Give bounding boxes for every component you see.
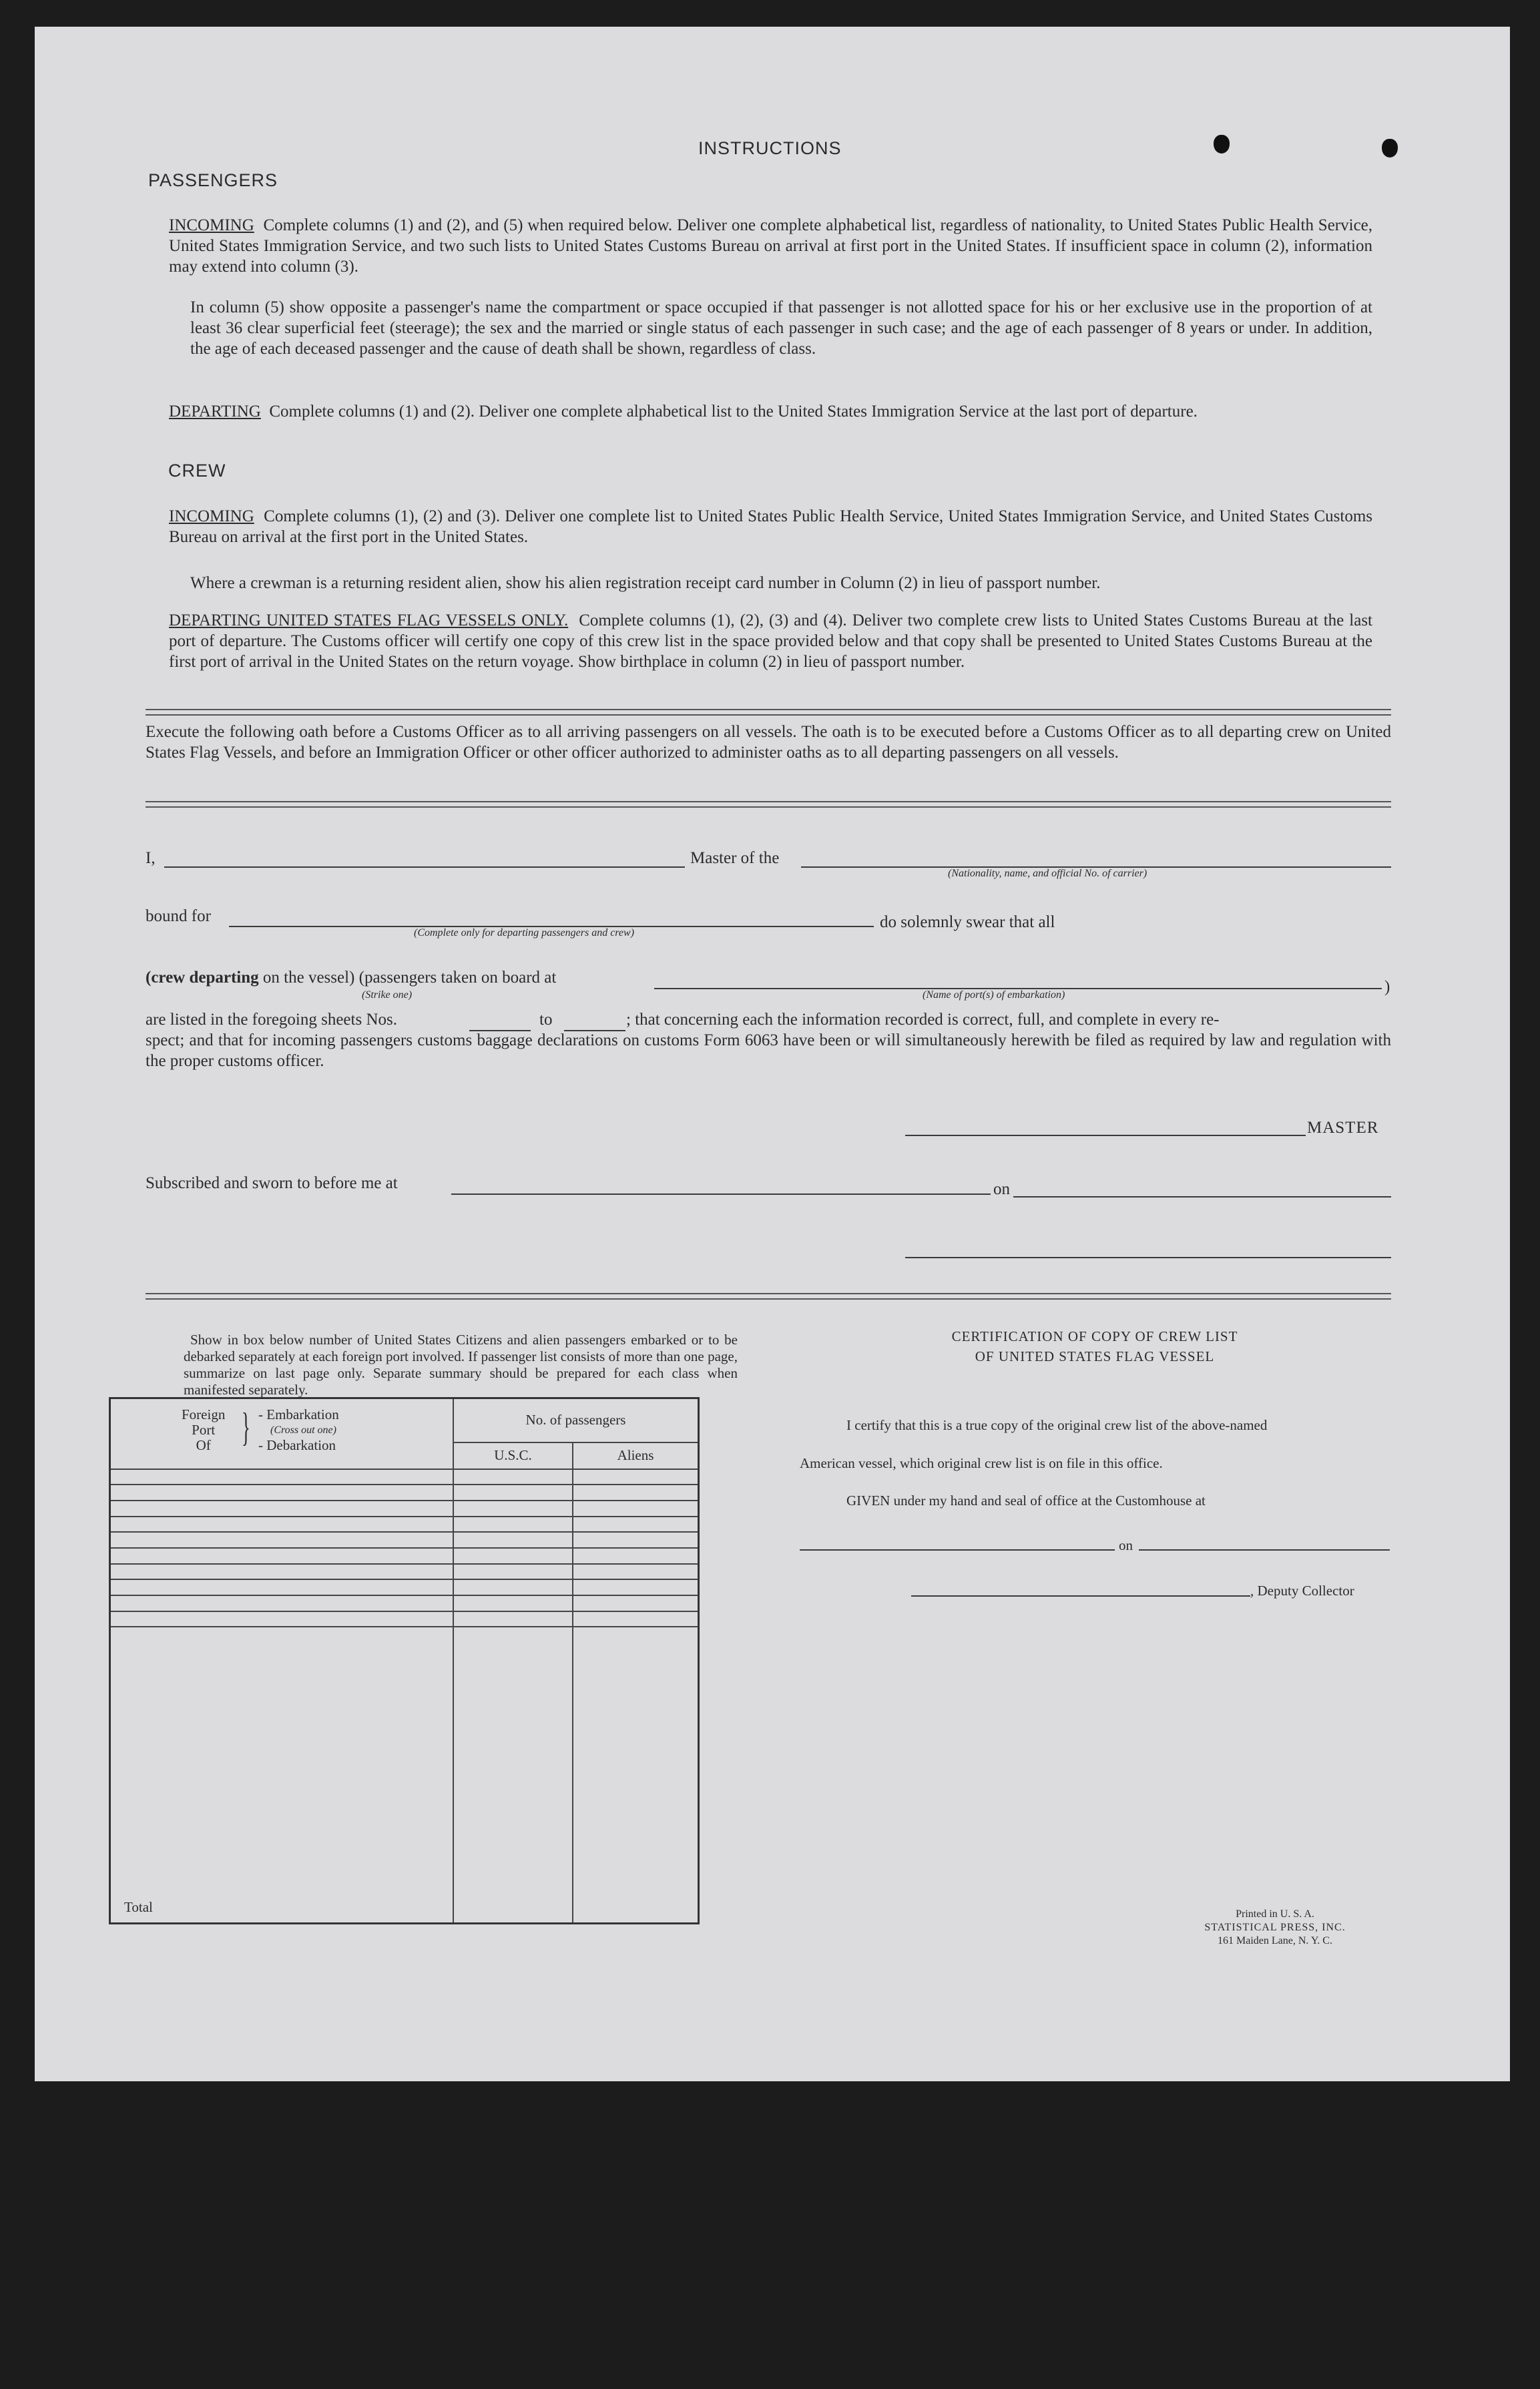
deputy-label: , Deputy Collector [1250, 1583, 1354, 1599]
divider-2 [146, 801, 1391, 808]
sworn-date-field[interactable] [1013, 1196, 1391, 1198]
certify-date-field[interactable] [1139, 1549, 1390, 1551]
divider-1 [146, 709, 1391, 716]
table-row[interactable] [110, 1517, 699, 1533]
aliens-header: Aliens [573, 1442, 699, 1469]
crew-incoming-text: Complete columns (1), (2) and (3). Deliver one complete list to United States Public Health Service, United States Immigration Service, and United States Customs Bureau on arrival at the first port in the United States. [169, 507, 1373, 546]
bound-caption: (Complete only for departing passengers and crew) [414, 927, 635, 939]
total-row[interactable] [110, 1627, 699, 1923]
certify-on-label: on [1119, 1537, 1133, 1553]
oath-intro: Execute the following oath before a Customs Officer as to all arriving passengers on all vessels. The oath is to be executed before a Customs Officer as to all departing crew on United States Flag Vessels, and before an Immigration Officer or other officer authorized to administer oaths as to all departing passengers on all vessels. [146, 723, 1391, 762]
hole-mark-left [1214, 135, 1230, 154]
swear-label: do solemnly swear that all [880, 913, 1055, 931]
port-caption: (Name of port(s) of embarkation) [923, 989, 1065, 1001]
sworn-on-label: on [993, 1180, 1010, 1198]
master-name-field[interactable] [164, 866, 685, 868]
port-label: Port [192, 1421, 216, 1438]
passengers-heading: PASSENGERS [148, 170, 278, 190]
crew-incoming [169, 506, 1372, 547]
crew-heading: CREW [168, 461, 226, 481]
debarkation-label: - Debarkation [258, 1436, 336, 1453]
crew-incoming-label: INCOMING [169, 507, 254, 525]
strike-caption: (Strike one) [362, 989, 413, 1001]
table-row[interactable] [110, 1595, 699, 1611]
crew-departing-text [146, 967, 556, 988]
listed-to: to [539, 1011, 553, 1029]
listed-b: ; that concerning each the information recorded is correct, full, and complete in every re- [626, 1011, 1220, 1029]
table-row[interactable] [110, 1501, 699, 1517]
table-row[interactable] [110, 1548, 699, 1564]
crew-departing-bold: (crew departing [146, 969, 259, 987]
embarkation-label: - Embarkation [258, 1406, 339, 1422]
crew-departing-label: DEPARTING UNITED STATES FLAG VESSELS ONLY. [169, 611, 569, 629]
printer-line-2: STATISTICAL PRESS, INC. [1204, 1922, 1346, 1933]
listed-rest: spect; and that for incoming passengers customs baggage declarations on customs Form 6063 have been or will simultaneously herewith be filed as required by law and regulation with the proper customs officer. [146, 1031, 1391, 1070]
passengers-incoming-text: Complete columns (1) and (2), and (5) when required below. Deliver one complete alphabetical list, regardless of nationality, to United States Public Health Service, United States Immigration Service, and two such lists to United States Customs Bureau on arrival at first port in the United States. If insufficient space in column (2), information may extend into column (3). [169, 216, 1373, 276]
passenger-summary-table [109, 1397, 700, 1924]
close-paren: ) [1384, 978, 1390, 996]
passengers-departing-text: Complete columns (1) and (2). Deliver one complete alphabetical list to the United States Immigration Service at the last port of departure. [269, 403, 1198, 421]
crew-departing-text: Complete columns (1), (2), (3) and (4). Deliver two complete crew lists to United States Customs Bureau at the last port of departure. The Customs officer will certify one copy of this crew list in the space provided below and that copy shall be presented to United States Customs Bureau at the first port of arrival in the United States on the return voyage. Show birthplace in column (2) in lieu of passport number. [169, 611, 1372, 671]
passengers-incoming-label: INCOMING [169, 216, 254, 234]
foreign-label: Foreign [182, 1406, 226, 1422]
no-passengers-header: No. of passengers [453, 1398, 699, 1442]
passengers-departing [169, 401, 1372, 422]
table-row[interactable] [110, 1532, 699, 1548]
master-label: MASTER [1307, 1119, 1379, 1137]
printer-line-3: 161 Maiden Lane, N. Y. C. [1218, 1935, 1332, 1946]
certification-title-2: OF UNITED STATES FLAG VESSEL [975, 1348, 1215, 1364]
subscribed-label: Subscribed and sworn to before me at [146, 1174, 398, 1192]
sworn-place-field[interactable] [451, 1193, 991, 1195]
divider-3 [146, 1293, 1391, 1300]
usc-header: U.S.C. [453, 1442, 573, 1469]
table-row[interactable] [110, 1469, 699, 1485]
passengers-incoming [169, 215, 1372, 277]
hole-mark-right [1382, 139, 1398, 158]
bound-for-label: bound for [146, 907, 211, 925]
crew-resident: Where a crewman is a returning resident alien, show his alien registration receipt card number in Column (2) in lieu of passport number. [190, 574, 1101, 592]
given-line: GIVEN under my hand and seal of office at the Customhouse at [846, 1493, 1206, 1509]
port-header-cell [110, 1398, 454, 1469]
total-label: Total [110, 1627, 454, 1923]
brace: } [241, 1404, 250, 1449]
master-signature-field[interactable] [905, 1135, 1306, 1136]
crew-departing [169, 610, 1372, 672]
i-label: I, [146, 849, 156, 867]
table-row[interactable] [110, 1485, 699, 1501]
passengers-departing-label: DEPARTING [169, 403, 261, 421]
passengers-column5: In column (5) show opposite a passenger's name the compartment or space occupied if that passenger is not allotted space for his or her exclusive use in the proportion of at least 36 clear superficial feet (steerage); the sex and the married or single status of each passenger in such case; and the age of each passenger of 8 years or under. In addition, the age of each deceased passenger and the cause of death shall be shown, regardless of class. [190, 298, 1372, 358]
printer-line-1: Printed in U. S. A. [1236, 1908, 1314, 1920]
deputy-signature-field[interactable] [911, 1595, 1250, 1597]
officer-signature-field[interactable] [905, 1257, 1391, 1258]
master-of-label: Master of the [690, 849, 780, 867]
table-row[interactable] [110, 1564, 699, 1580]
printer-imprint [1175, 1908, 1375, 1948]
certify-line-2: American vessel, which original crew list is on file in this office. [800, 1455, 1163, 1471]
cross-out-caption: (Cross out one) [270, 1424, 336, 1436]
certify-line-1: I certify that this is a true copy of the original crew list of the above-named [846, 1417, 1268, 1433]
nationality-caption: (Nationality, name, and official No. of carrier) [948, 868, 1147, 879]
table-row[interactable] [110, 1579, 699, 1595]
page-title: INSTRUCTIONS [698, 138, 842, 158]
summary-instructions: Show in box below number of United States Citizens and alien passengers embarked or to be debarked separately at each foreign port involved. If passenger list consists of more than one page, summarize on last page only. Separate summary should be prepared for each class when manifested separately. [184, 1332, 738, 1398]
table-row[interactable] [110, 1611, 699, 1627]
listed-a: are listed in the foregoing sheets Nos. [146, 1011, 397, 1029]
customhouse-field[interactable] [800, 1549, 1115, 1551]
of-label: Of [196, 1436, 211, 1453]
certification-title-1: CERTIFICATION OF COPY OF CREW LIST [951, 1328, 1238, 1344]
crew-departing-rest: on the vessel) (passengers taken on board at [262, 969, 557, 987]
